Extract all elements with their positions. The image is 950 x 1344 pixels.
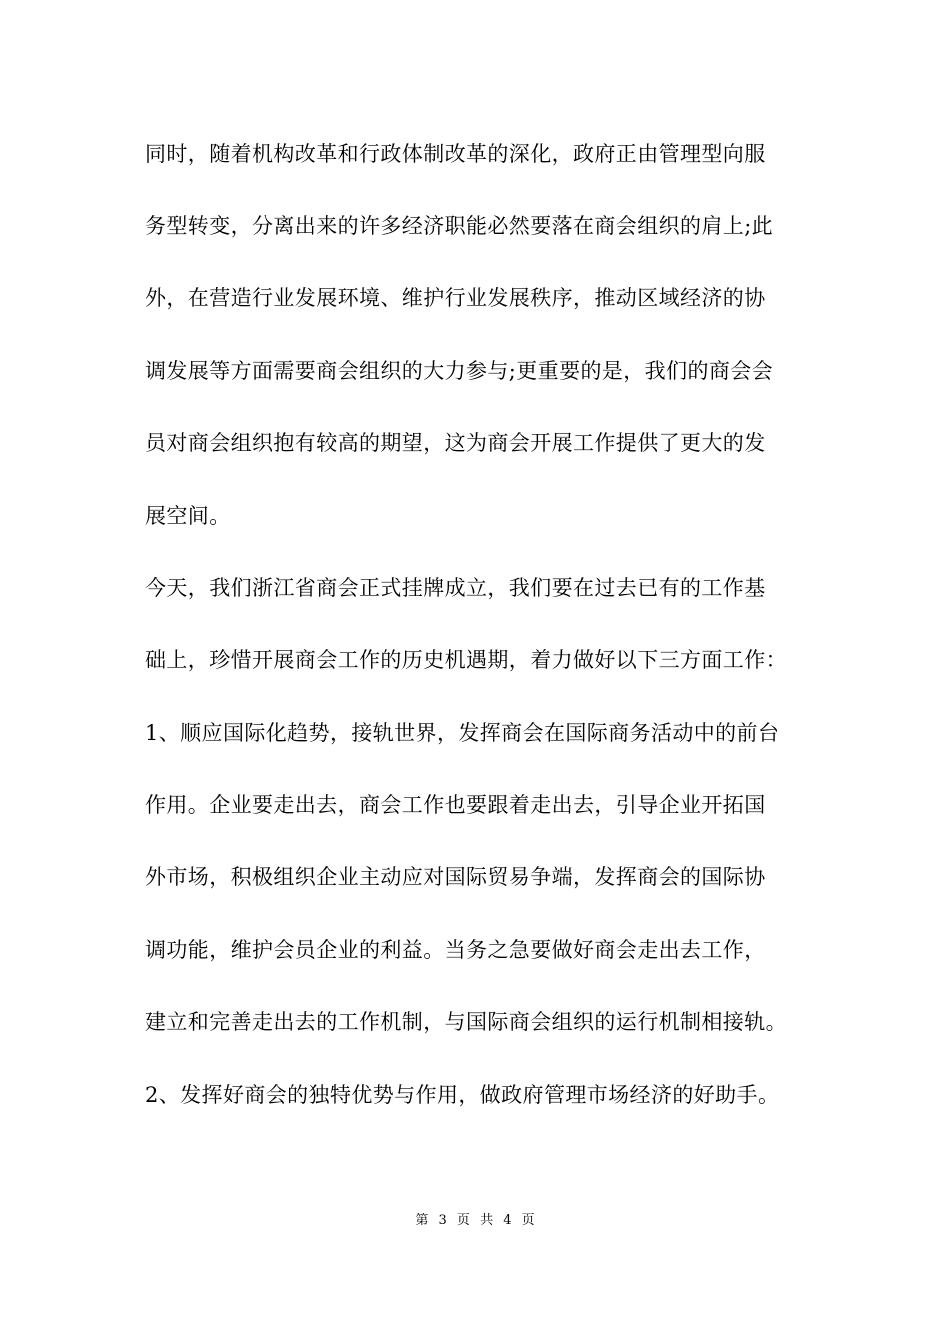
text-line: 外市场，积极组织企业主动应对国际贸易争端，发挥商会的国际协	[145, 865, 766, 889]
footer-total-prefix: 共	[480, 1213, 494, 1228]
text-line: 调发展等方面需要商会组织的大力参与;更重要的是，我们的商会会	[145, 359, 774, 383]
text-line: 建立和完善走出去的工作机制，与国际商会组织的运行机制相接轨。	[145, 1010, 787, 1034]
text-line: 外，在营造行业发展环境、维护行业发展秩序，推动区域经济的协	[145, 286, 766, 310]
text-line: 展空间。	[145, 504, 231, 528]
text-line: 础上，珍惜开展商会工作的历史机遇期，着力做好以下三方面工作：	[145, 648, 787, 672]
footer-total-suffix: 页	[521, 1213, 535, 1228]
footer-page-word: 页	[456, 1213, 470, 1228]
text-line: 作用。企业要走出去，商会工作也要跟着走出去，引导企业开拓国	[145, 793, 766, 817]
text-line: 2、发挥好商会的独特优势与作用，做政府管理市场经济的好助手。	[145, 1083, 780, 1107]
text-line: 务型转变，分离出来的许多经济职能必然要落在商会组织的肩上;此	[145, 214, 774, 238]
footer-total-pages: 4	[503, 1213, 512, 1228]
text-line: 同时，随着机构改革和行政体制改革的深化，政府正由管理型向服	[145, 142, 766, 166]
text-line: 今天，我们浙江省商会正式挂牌成立，我们要在过去已有的工作基	[145, 576, 766, 600]
text-line: 员对商会组织抱有较高的期望，这为商会开展工作提供了更大的发	[145, 431, 766, 455]
text-line: 调功能，维护会员企业的利益。当务之急要做好商会走出去工作，	[145, 938, 766, 962]
footer-current-page: 3	[438, 1213, 447, 1228]
page-number-footer	[0, 1212, 950, 1230]
text-line: 1、顺应国际化趋势，接轨世界，发挥商会在国际商务活动中的前台	[145, 721, 780, 745]
footer-page-prefix: 第	[415, 1213, 429, 1228]
